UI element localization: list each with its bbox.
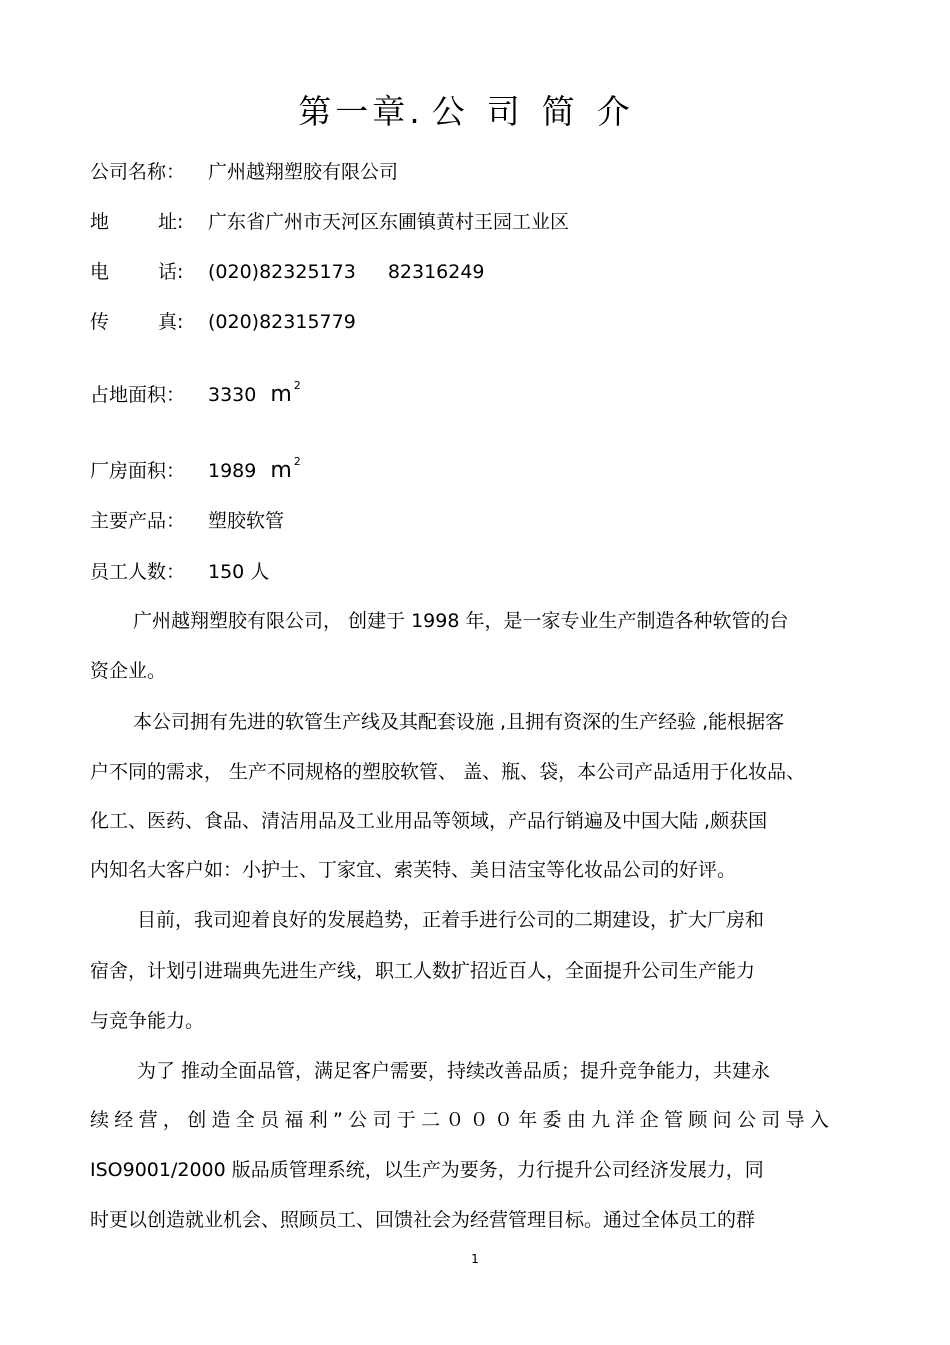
info-label-part: 电 [90, 261, 110, 283]
body-line: 内知名大客户如：小护士、丁家宜、索芙特、美日洁宝等化妆品公司的好评。 [90, 859, 737, 881]
info-label: 员工人数： [90, 561, 186, 583]
body-line: ISO9001/2000 版品质管理系统，以生产为要务，力行提升公司经济发展力，同 [90, 1159, 764, 1181]
info-value: 1989 [208, 460, 257, 482]
body-line: 时更以创造就业机会、照顾员工、回馈社会为经营管理目标。通过全体员工的群 [90, 1209, 756, 1231]
info-row-land-area [90, 373, 301, 408]
info-value: 3330 [208, 384, 257, 406]
body-line: 资企业。 [90, 660, 167, 682]
info-value: 广东省广州市天河区东圃镇黄村王园工业区 [208, 211, 570, 233]
chapter-name: 公司简介 [431, 92, 652, 131]
info-row-employee-count [90, 559, 269, 585]
info-row-address [90, 209, 569, 235]
info-row-fax [90, 309, 356, 335]
info-label-part: 真: [158, 311, 184, 333]
info-value: (020)82315779 [208, 311, 356, 333]
body-line: 宿舍，计划引进瑞典先进生产线，职工人数扩招近百人，全面提升公司生产能力 [90, 960, 756, 982]
info-value: (020)82325173 [208, 261, 356, 283]
chapter-number: 第一章. [298, 92, 424, 131]
info-value: 150 人 [208, 561, 270, 583]
info-label: 厂房面积： [90, 460, 186, 482]
body-line: 广州越翔塑胶有限公司， 创建于 1998 年，是一家专业生产制造各种软管的台 [133, 610, 789, 632]
info-value: 塑胶软管 [208, 510, 285, 532]
chapter-title [0, 92, 950, 132]
area-unit: m $^2$ [270, 379, 301, 407]
info-value-secondary: 82316249 [387, 261, 485, 283]
page-number: 1 [471, 1252, 479, 1266]
body-line: 为了 推动全面品管，满足客户需要，持续改善品质；提升竞争能力，共建永 [137, 1060, 771, 1082]
body-line: 化工、医药、食品、清洁用品及工业用品等领域，产品行销遍及中国大陆 ,颇获国 [90, 810, 768, 832]
info-row-phone [90, 259, 485, 285]
info-row-company-name [90, 159, 398, 185]
body-line: 目前，我司迎着良好的发展趋势，正着手进行公司的二期建设，扩大厂房和 [137, 909, 765, 931]
info-row-main-product [90, 508, 284, 534]
info-label: 公司名称： [90, 161, 186, 183]
body-line: 本公司拥有先进的软管生产线及其配套设施 ,且拥有资深的生产经验 ,能根据客 [133, 711, 785, 733]
info-label: 主要产品： [90, 510, 186, 532]
area-unit: m $^2$ [270, 455, 301, 483]
body-line: 户不同的需求， 生产不同规格的塑胶软管、 盖、瓶、袋，本公司产品适用于化妆品、 [90, 761, 806, 783]
info-label-part: 址: [158, 211, 184, 233]
info-label-part: 地 [90, 211, 110, 233]
body-line: 续经营，创造全员福利”公司于二０００年委由九洋企管顾问公司导入 [90, 1109, 835, 1131]
info-label-part: 话: [158, 261, 184, 283]
info-row-factory-area [90, 449, 301, 484]
body-line: 与竞争能力。 [90, 1010, 205, 1032]
info-label: 占地面积： [90, 384, 186, 406]
info-value: 广州越翔塑胶有限公司 [208, 161, 399, 183]
info-label-part: 传 [90, 311, 110, 333]
